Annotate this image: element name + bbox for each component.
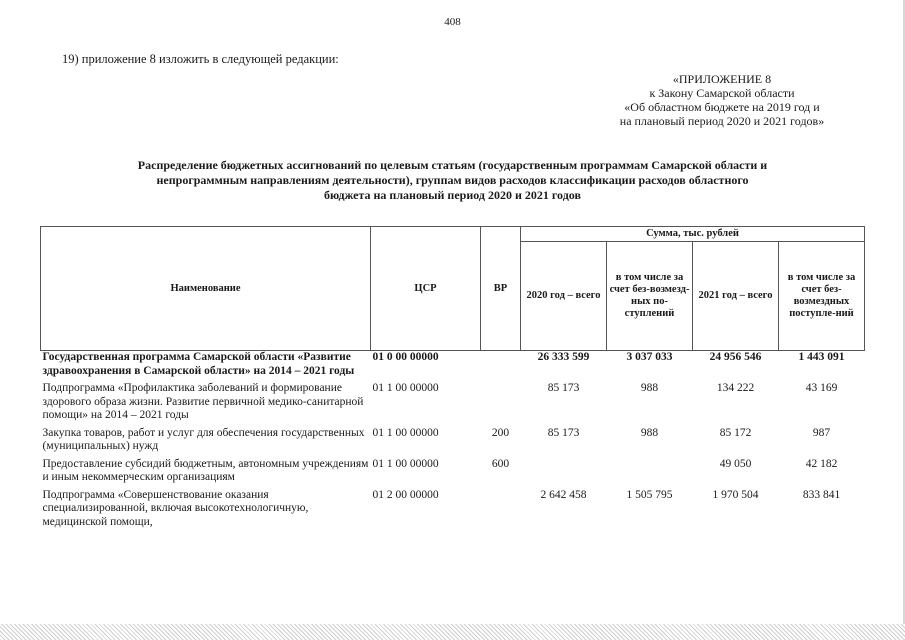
page-number: 408: [444, 16, 461, 28]
row-incl-2021: 42 182: [805, 457, 838, 470]
row-name: Подпрограмма «Профилактика заболеваний и формирование здорового образа жизни. Развитие первичной медико-санитарной помощи» на 2014 – 2021 годы: [42, 382, 364, 421]
row-name: Подпрограмма «Совершенствование оказания специализированной, включая высокотехнологичную, медицинской помощи,: [42, 488, 309, 528]
row-total-2021: 134 222: [716, 382, 755, 394]
scan-bottom-texture: [0, 624, 905, 640]
title-line-3: бюджета на плановый период 2020 и 2021 годов: [324, 188, 581, 202]
appendix-line-3: «Об областном бюджете на 2019 год и: [624, 100, 820, 114]
appendix-heading: [577, 72, 867, 128]
row-vr: [481, 351, 521, 383]
header-vr: ВР: [481, 227, 521, 351]
row-incl-2020: 3 037 033: [626, 351, 673, 363]
appendix-line-4: на плановый период 2020 и 2021 годов»: [619, 114, 825, 128]
header-name: Наименование: [41, 227, 371, 351]
appendix-line-1: «ПРИЛОЖЕНИЕ 8: [672, 72, 772, 86]
header-sum-group: Сумма, тыс. рублей: [521, 227, 865, 242]
table-row: [41, 382, 865, 427]
table-row: [41, 427, 865, 458]
row-csr: 01 0 00 00000: [372, 351, 439, 363]
row-incl-2021: 1 443 091: [798, 351, 845, 363]
row-total-2021: 24 956 546: [709, 351, 762, 363]
header-incl-2021: в том числе за счет без-возмездных поступле-ний: [779, 242, 865, 351]
table-row: [41, 351, 865, 383]
row-total-2020: 85 173: [547, 382, 580, 394]
header-csr: ЦСР: [371, 227, 481, 351]
row-total-2020: 85 173: [547, 426, 580, 439]
row-csr: 01 1 00 00000: [372, 426, 439, 439]
row-incl-2021: 987: [812, 426, 831, 439]
row-incl-2020: 988: [640, 426, 659, 439]
header-incl-2020: в том числе за счет без-возмезд-ных по-ступлений: [607, 242, 693, 351]
row-incl-2020: [607, 458, 693, 489]
row-incl-2021: 43 169: [805, 382, 838, 394]
row-name: Государственная программа Самарской области «Развитие здравоохранения в Самарской области» на 2014 – 2021 годы: [42, 351, 355, 377]
row-vr: 600: [491, 457, 510, 470]
appendix-line-2: к Закону Самарской области: [649, 86, 795, 100]
row-vr: [481, 382, 521, 427]
header-total-2020: 2020 год – всего: [521, 242, 607, 351]
row-total-2021: 1 970 504: [712, 488, 759, 501]
row-total-2020: 2 642 458: [540, 488, 587, 501]
budget-table: [40, 226, 865, 533]
table-row: [41, 489, 865, 534]
row-name: Предоставление субсидий бюджетным, автономным учреждениям и иным некоммерческим организациям: [42, 457, 369, 483]
row-total-2021: 85 172: [719, 426, 752, 439]
row-incl-2021: 833 841: [802, 488, 841, 501]
row-total-2020: [521, 458, 607, 489]
document-title: [30, 158, 875, 203]
row-csr: 01 2 00 00000: [372, 488, 439, 501]
title-line-1: Распределение бюджетных ассигнований по целевым статьям (государственным программам Самарской области и: [137, 158, 768, 172]
row-total-2021: 49 050: [719, 457, 752, 470]
amendment-instruction: 19) приложение 8 изложить в следующей редакции:: [62, 52, 339, 66]
row-name: Закупка товаров, работ и услуг для обеспечения государственных (муниципальных) нужд: [42, 426, 365, 452]
title-line-2: непрограммным направлениям деятельности), группам видов расходов классификации расходов областного: [156, 173, 749, 187]
row-incl-2020: 988: [640, 382, 659, 394]
row-csr: 01 1 00 00000: [372, 457, 439, 470]
row-vr: 200: [491, 426, 510, 439]
row-total-2020: 26 333 599: [537, 351, 590, 363]
header-total-2021: 2021 год – всего: [693, 242, 779, 351]
row-csr: 01 1 00 00000: [372, 382, 439, 394]
table-row: [41, 458, 865, 489]
row-incl-2020: 1 505 795: [626, 488, 673, 501]
row-vr: [481, 489, 521, 534]
